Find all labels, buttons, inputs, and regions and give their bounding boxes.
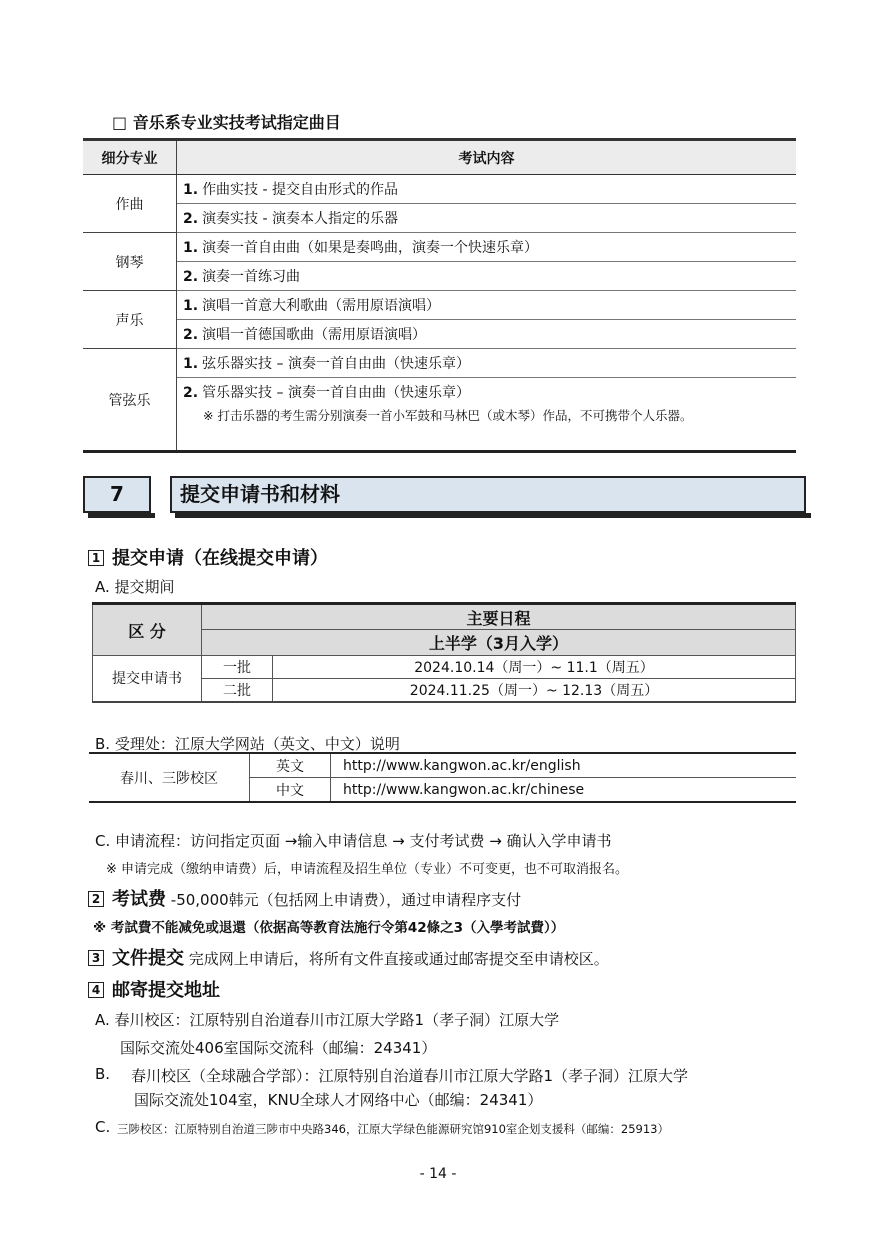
s1-title: 提交申请（在线提交申请） xyxy=(112,548,328,569)
major-cell: 管弦乐 xyxy=(83,349,177,452)
s1-box-number: 1 xyxy=(88,550,104,566)
major-cell: 作曲 xyxy=(83,175,177,233)
page-number: - 14 - xyxy=(419,1166,457,1182)
website-table xyxy=(89,752,796,803)
major-cell: 钢琴 xyxy=(83,233,177,291)
list-item: 1. 演唱一首意大利歌曲（需用原语演唱） xyxy=(177,291,797,320)
header-major: 细分专业 xyxy=(83,140,177,175)
s3-text: 完成网上申请后，将所有文件直接或通过邮寄提交至申请校区。 xyxy=(188,950,609,968)
list-item: 2. 演奏实技 - 演奏本人指定的乐器 xyxy=(177,204,797,233)
exam-content-table xyxy=(83,138,796,453)
col-header-main: 主要日程 xyxy=(202,604,796,630)
s4-a-line2: 国际交流处406室国际交流科（邮编：24341） xyxy=(120,1039,437,1057)
campus-cell: 春川、三陟校区 xyxy=(89,753,250,802)
list-item: 2. 演唱一首德国歌曲（需用原语演唱） xyxy=(177,320,797,349)
col-header-sub: 上半学（3月入学） xyxy=(202,630,796,656)
exam-section-title: □ 音乐系专业实技考试指定曲目 xyxy=(112,113,341,132)
col-header-category: 区 分 xyxy=(93,604,202,656)
list-item: 1. 弦乐器实技 – 演奏一首自由曲（快速乐章） xyxy=(177,349,797,378)
s4-title: 邮寄提交地址 xyxy=(112,980,220,1001)
s2-title: 考试费 xyxy=(112,889,166,910)
s4-b-line2: 国际交流处104室，KNU全球人才网络中心（邮编：24341） xyxy=(134,1091,543,1109)
table-row xyxy=(89,753,796,778)
s3-box-number: 3 xyxy=(88,950,104,966)
table-row xyxy=(83,378,796,452)
s2-text: -50,000韩元（包括网上申请费），通过申请程序支付 xyxy=(170,891,522,909)
list-item: 2. 演奏一首练习曲 xyxy=(177,262,797,291)
s4-a-line1: A. 春川校区：江原特别自治道春川市江原大学路1（孝子洞）江原大学 xyxy=(95,1011,560,1029)
s4-c-text: 三陟校区：江原特别自治道三陟市中央路346，江原大学绿色能源研究馆910室企划支援科（邮编：25913） xyxy=(117,1122,669,1136)
percussion-note: ※ 打击乐器的考生需分别演奏一首小军鼓和马林巴（或木琴）作品，不可携带个人乐器。 xyxy=(203,408,693,423)
table-row xyxy=(83,291,796,320)
batch-cell: 一批 xyxy=(202,656,273,679)
table-row xyxy=(83,204,796,233)
s3-line xyxy=(88,944,609,970)
s1-c-label: C. 申请流程：访问指定页面 →输入申请信息 → 支付考试费 → 确认入学申请书 xyxy=(95,832,612,850)
date-cell: 2024.10.14（周一）~ 11.1（周五） xyxy=(273,656,796,679)
header-content: 考试内容 xyxy=(177,140,797,175)
s2-box-number: 2 xyxy=(88,891,104,907)
table-row xyxy=(83,320,796,349)
table-row xyxy=(93,656,796,679)
list-item: 2. 管乐器实技 – 演奏一首自由曲（快速乐章） ※ 打击乐器的考生需分别演奏一首小军鼓和马林巴（或木琴）作品，不可携带个人乐器。 xyxy=(177,378,797,452)
lang-cell: 中文 xyxy=(250,778,331,803)
table-row xyxy=(83,262,796,291)
s1-a-label: A. 提交期间 xyxy=(95,578,175,596)
s4-b-label: B. xyxy=(95,1065,111,1083)
section-number: 7 xyxy=(83,476,151,513)
s1-heading xyxy=(88,544,328,570)
lang-cell: 英文 xyxy=(250,753,331,778)
s4-heading xyxy=(88,976,220,1002)
table-row xyxy=(83,233,796,262)
section-title: 提交申请书和材料 xyxy=(170,476,806,513)
schedule-table xyxy=(92,602,796,703)
s2-note: ※ 考試費不能减免或退還（依据高等教育法施行令第42條之3（入學考試費）） xyxy=(93,920,565,936)
list-item: 1. 演奏一首自由曲（如果是奏鸣曲，演奏一个快速乐章） xyxy=(177,233,797,262)
s1-c-note: ※ 申请完成（缴纳申请费）后，申请流程及招生单位（专业）不可变更，也不可取消报名。 xyxy=(106,862,629,877)
s1-b-label: B. 受理处：江原大学网站（英文、中文）说明 xyxy=(95,735,400,753)
s4-c-label: C. xyxy=(95,1118,111,1136)
table-row xyxy=(83,175,796,204)
row-label: 提交申请书 xyxy=(93,656,202,702)
table-row xyxy=(83,349,796,378)
date-cell: 2024.11.25（周一）~ 12.13（周五） xyxy=(273,679,796,702)
major-cell: 声乐 xyxy=(83,291,177,349)
url-link-chinese[interactable]: http://www.kangwon.ac.kr/chinese xyxy=(343,781,585,798)
s2-line xyxy=(88,885,521,911)
batch-cell: 二批 xyxy=(202,679,273,702)
s3-title: 文件提交 xyxy=(112,948,184,969)
s4-box-number: 4 xyxy=(88,982,104,998)
s4-b-line1: 春川校区（全球融合学部）：江原特别自治道春川市江原大学路1（孝子洞）江原大学 xyxy=(131,1067,689,1085)
list-item: 1. 作曲实技 - 提交自由形式的作品 xyxy=(177,175,797,204)
url-link-english[interactable]: http://www.kangwon.ac.kr/english xyxy=(331,753,797,778)
